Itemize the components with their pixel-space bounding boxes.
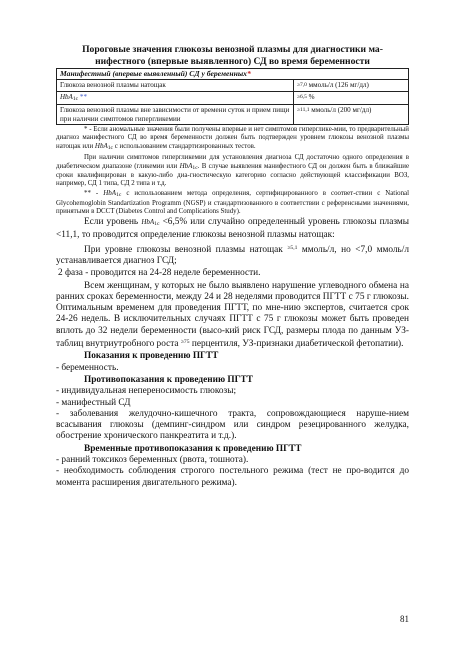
footnote-text: с использованием метода определения, сертифицированного в соответ-ствии с National Glycohemoglobin Standartization Programm (NGSP) и стандартизованного в соответствии с референсными значениями, принятыми в DCCT (Diabetes Control and Complications Study). [56,190,409,215]
hba-subscript: 1c [154,221,160,228]
table-row [57,105,409,125]
footnote-text: * - Если аномальные значения были получены впервые и нет симптомов гипергликe-мии, то предварительный диагноз манифестного СД во время беременности должен быть подтвержден уровнем глюкозы венозной плазмы натощак или [56,126,409,151]
title-line-2: нифестного (впервые выявленного) СД во время беременности [95,55,370,67]
title-line-1: Пороговые значения глюкозы венозной плазмы для диагностики ма- [82,44,383,55]
footnote-2 [56,154,409,189]
hba-subscript: 1c [72,95,79,102]
hba-label: HbA [103,189,117,198]
table-row [57,80,409,91]
header-footnote-mark: * [246,69,251,78]
footnote-mark: ** - [84,190,99,198]
row-unit: ммоль/л (126 мг/дл) [306,81,369,90]
hba-subscript: 1c [192,164,198,171]
list-item: - ранний токсикоз беременных (рвота, тошнота). [56,455,249,465]
paragraph-text: ммоль/л, но <7,0 ммоль/л устанавливается диагноз ГСД; [56,244,409,266]
list-item: - индивидуальная непереносимость глюкозы; [56,386,237,397]
table-header-row [57,69,409,80]
table-title [56,44,409,67]
row-value [294,105,409,125]
row-label: Глюкоза венозной плазмы натощак [57,80,294,91]
table-header [57,69,409,80]
row-label: Глюкоза венозной плазмы вне зависимости от времени суток и прием пищи при наличии симптомов гипергликемии [57,105,294,125]
list-item: - заболевания желудочно-кишечного тракта, сопровождающиеся наруше-нием всасывания глюкозы (демпинг-синдром или синдром резецированного желудка, обострение хронического панкреатита и т.д.). [56,408,409,442]
hba-label: HbA [179,161,193,170]
paragraph: 2 фаза - проводится на 24-28 неделе беременности. [58,268,261,279]
row-label [57,91,294,104]
paragraph-text: Всем женщинам, у которых не было выявлено нарушение углеводного обмена на ранних сроках беременности, между 24 и 28 неделями проводится ПГТТ с 75 г глюкозы. Оптимальным временем для проведения ПГТТ, по мне-нию экспертов, считается срок 24-26 недель. В исключительных случаях ПГТТ с 75 г глюкозы может быть проведен вплоть до 32 недели беременности (высо-кий риск ГСД, размеры плода по данным УЗ-таблиц внутриутробного роста [56,280,409,350]
paragraph-text: <6,5% или случайно определенный уровень глюкозы плазмы <11,1, то проводится определение глюкозы венозной плазмы натощак: [56,217,409,241]
page-number: 81 [400,614,409,624]
footnote-text: с использованием стандартизированных тестов. [113,143,256,151]
paragraph [56,217,409,242]
row-threshold: ≥11,1 [297,107,310,114]
table-row [57,91,409,104]
list-item: - необходимость соблюдения строгого постельного режима (тест не про-водится до момента расширения двигательного режима). [56,466,409,488]
hba-footnote-mark: ** [79,92,87,101]
row-value [294,80,409,91]
row-unit: % [306,92,315,101]
footnote-1 [56,126,409,153]
hba-subscript: 1c [116,192,122,199]
list-item: - беременность. [56,362,119,373]
footnote-text: При наличии симптомов гипергликемии для установления диагноза СД достаточно одного определения в диабетическом диапазоне (гликемии или [56,153,409,170]
row-unit: ммоль/л (200 мг/дл) [309,106,372,115]
threshold-value: ≥5,1 [287,244,298,251]
hba-label: HbA [94,142,108,151]
paragraph-text: перцентиля, УЗ-признаки диабетической фетопатии). [189,339,404,350]
row-threshold: ≥6,5 [297,93,307,100]
paragraph [56,281,409,351]
table-header-text: Манифестный (впервые выявленный) СД у беременных [60,69,247,78]
list-item: - манифестный СД [56,397,131,408]
threshold-value: ≥75 [180,339,190,346]
footnote-text: . В случае выявления манифестного СД он должен быть в ближайшие сроки квалифицирован в какую-либо диа-гностическую категорию согласно действующей классификации ВОЗ, например, СД 1 типа, СД 2 типа и т.д. [56,162,410,188]
row-threshold: ≥7,0 [297,82,307,89]
section-heading: Противопоказания к проведению ПГТТ [84,374,253,385]
paragraph [56,243,409,268]
paragraph-text: При уровне глюкозы венозной плазмы натощак [84,244,288,255]
hba-subscript: 1c [107,145,114,152]
paragraph-text: Если уровень [84,217,142,228]
hba-label: HbA [60,92,73,101]
section-heading: Временные противопоказания к проведению ПГТТ [84,443,302,454]
criteria-table [56,68,409,125]
row-value [294,91,409,104]
section-heading: Показания к проведению ПГТТ [84,351,219,362]
hba-label: HbA [141,218,155,227]
footnote-3 [56,189,409,216]
